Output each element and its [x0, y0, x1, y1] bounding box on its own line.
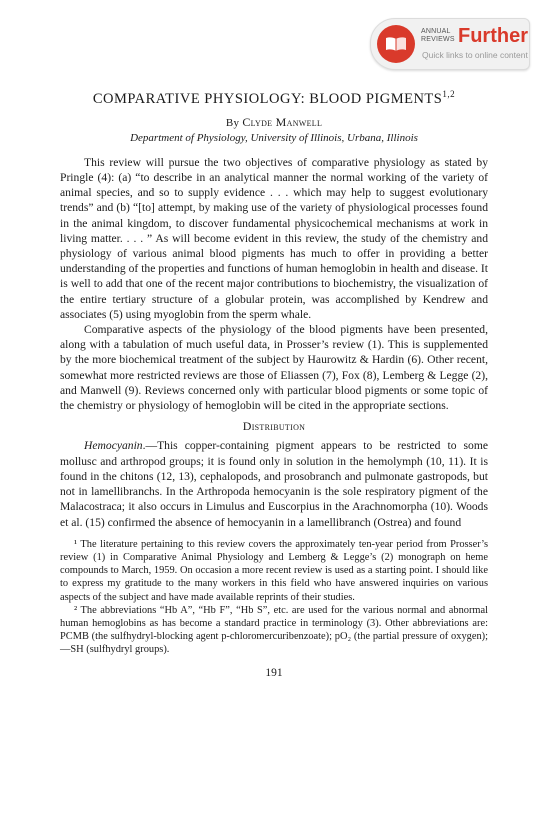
author-by: By	[225, 116, 240, 129]
article-page	[60, 84, 488, 679]
author-name: Clyde Manwell	[242, 114, 323, 129]
quick-links-label: Quick links to online content	[422, 50, 528, 60]
further-label: Further	[458, 25, 528, 47]
body-text	[60, 155, 488, 530]
footnote-1: ¹ The literature pertaining to this review covers the approximately ten-year period from Prosser’s review (1) in Comparative Animal Physiology and Lemberg & Legge’s (2) monograph on heme compounds to March, 1959. On occasion a more recent review is used as a starting point. I should like to express my gratitude to the many workers in this field who have answered inquiries on various aspects of the subject and have made available reprints of their studies.	[60, 538, 488, 603]
section-heading-distribution: Distribution	[242, 419, 306, 434]
footnote-2: ² The abbreviations “Hb A”, “Hb F”, “Hb S”, etc. are used for the various normal and abnormal human hemoglobins as has become a standard practice in terminology (3). Other abbreviations are: PCMB (the sulfhydryl-blocking agent p-chloromercuribenzoate); pO₂ (the partial pressure of oxygen); —SH (sulfhydryl groups).	[60, 604, 488, 656]
reviews-paragraph: Comparative aspects of the physiology of the blood pigments have been presented, along with a tabulation of much useful data, in Prosser’s review (1). This is supplemented by the more biochemical treatment of the subject by Haurowitz & Hardin (6). Other recent, somewhat more restricted reviews are those of Eliassen (7), Fox (8), Lemberg & Legge (2), and Manwell (9). Reviews concerned only with particular blood pigments or some topic of the chemistry or physiology of hemoglobin will be cited in the appropriate sections.	[60, 323, 488, 413]
hemocyanin-lead: Hemocyanin	[84, 439, 143, 453]
further-banner[interactable]	[370, 18, 530, 70]
author-line	[60, 115, 488, 130]
annual-reviews-label: ANNUAL REVIEWS	[421, 28, 455, 43]
hemocyanin-text: .—This copper-containing pigment appears to be restricted to some mollusc and arthropod groups; it is found only in solution in the hemolymph (10, 11). It is found in the chitons (12, 13), cephalopods, and prosobranch and pulmonate gastropods, but not in lamellibranchs. In the Arthropoda hemocyanin is the sole respiratory pigment of the Malacostraca; it also occurs in Limulus and Euscorpius in the Arachnomorpha (10). Woods et al. (15) confirmed the absence of hemocyanin in a lamellibranch (Ostrea) and found	[60, 439, 488, 529]
title-footnote-marks: 1,2	[442, 89, 456, 99]
footnotes	[60, 538, 488, 657]
article-title: COMPARATIVE PHYSIOLOGY: BLOOD PIGMENTS$^{1,2}$	[92, 89, 456, 107]
hemocyanin-paragraph	[60, 438, 488, 529]
intro-paragraph: This review will pursue the two objectives of comparative physiology as stated by Pringle (4): (a) “to describe in an analytical manner the normal working of the variety of animal species, and so to supply evidence . . . which may help to suggest evolutionary trends” and (b) “[to] attempt, by making use of the variety of physiological processes found in the animal kingdom, to discover fundamental physicochemical mechanisms at work in living matter. . . . ” As will become evident in this review, the study of the chemistry and physiology of various animal blood pigments has much to offer in providing a better understanding of the properties and functions of human hemoglobin in health and disease. It is well to add that one of the recent major contributions to biochemistry, the visualization of the entire tertiary structure of a globular protein, was accomplished by Kendrew and associates (5) using myoglobin from the sperm whale.	[60, 155, 488, 321]
page-number: 191	[265, 666, 283, 679]
author-affiliation: Department of Physiology, University of Illinois, Urbana, Illinois	[130, 131, 418, 144]
book-icon	[377, 25, 415, 63]
